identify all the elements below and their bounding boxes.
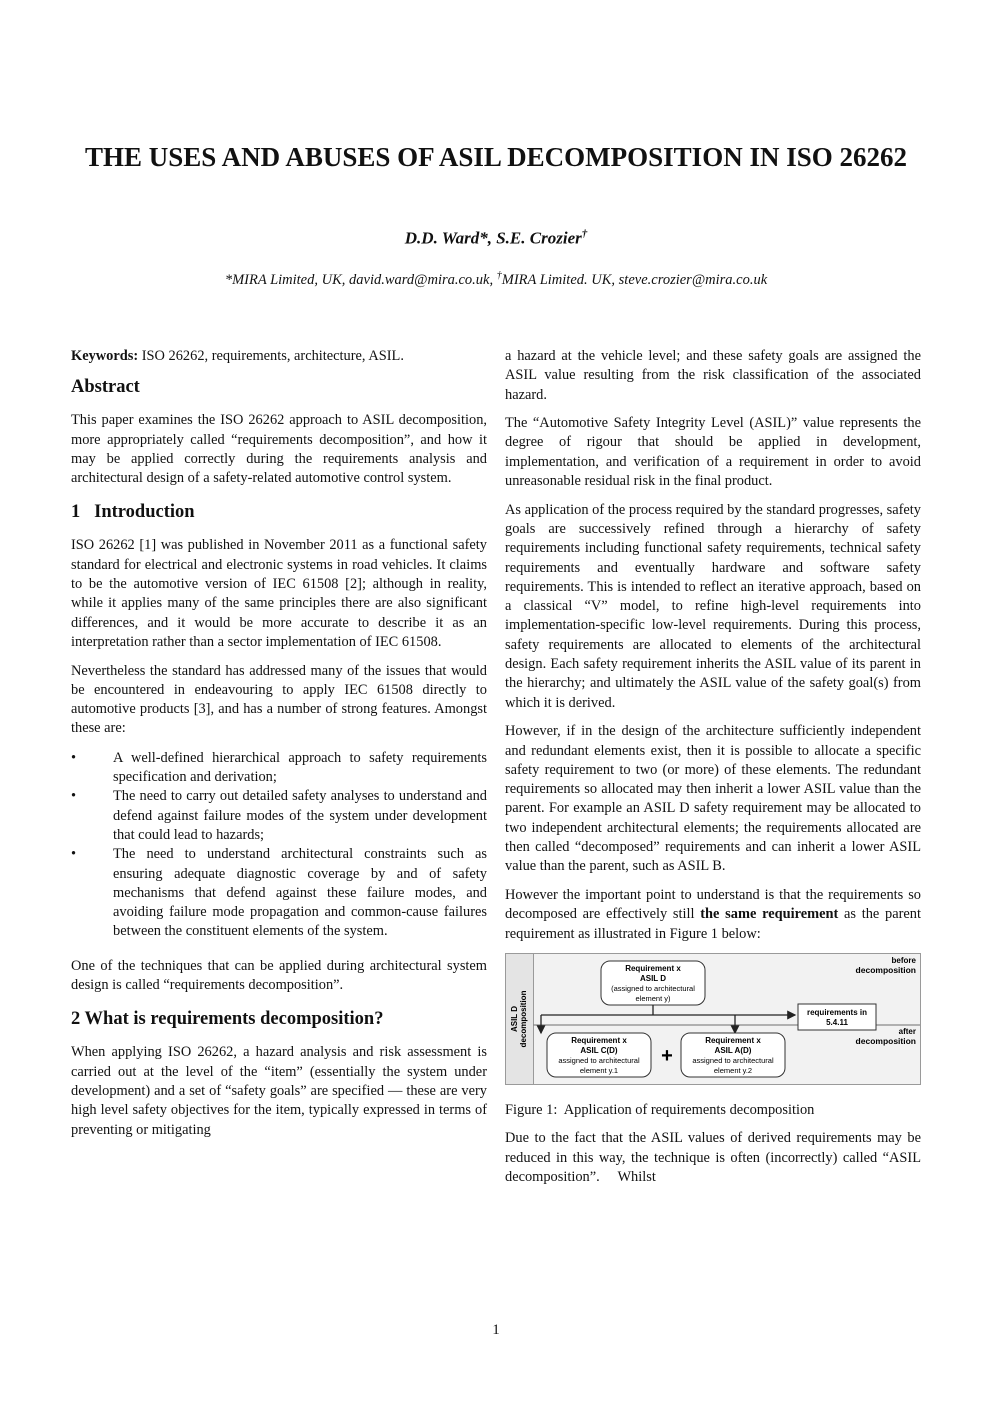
abstract-heading: Abstract (71, 377, 140, 398)
intro-paragraph-3: One of the techniques that can be applied during architectural system design is called “requirements decomposition”. (71, 957, 487, 994)
p5-bold: the same requirement (700, 906, 839, 923)
right-paragraph-3: As application of the process required by the standard progresses, safety goals are successively refined through a hierarchy of safety requirements including functional safety requirements, technical safety requirements and eventually hardware and software safety requirements. This is intended to reflect an iterative approach, based on a classical “V” model, to refine high-level requirements into implementation-specific low-level requirements. During this process, safety requirements are allocated to elements of the architectural design. Each safety requirement inherits the ASIL value of its parent in the hierarchy; and ultimately the ASIL value of the safety goal(s) from which it is derived. (505, 501, 922, 711)
affiliation-2: MIRA Limited. UK, steve.crozier@mira.co.uk (501, 271, 768, 288)
keywords-text: ISO 26262, requirements, architecture, ASIL. (138, 348, 404, 364)
list-item (71, 845, 487, 941)
figure-caption: Figure 1: Application of requirements decomposition (505, 1102, 815, 1119)
paper-affiliations (0, 270, 992, 289)
after-label-1: after (898, 1027, 916, 1037)
top-box-line-4: element y) (635, 994, 671, 1004)
side-label-1: ASIL D (510, 1006, 519, 1033)
bullet: • (71, 846, 77, 863)
authors-text: D.D. Ward*, S.E. Crozier (404, 228, 582, 248)
list-item-text: A well-defined hierarchical approach to safety requirements specification and derivation; (113, 749, 487, 786)
rb-box-line-1: Requirement x (705, 1036, 761, 1046)
decomposition-diagram (505, 953, 921, 1085)
right-box-line-2: 5.4.11 (826, 1018, 848, 1028)
list-item-text: The need to understand architectural constraints such as ensuring adequate diagnostic coverage by and of safety mechanisms that defend against these failure modes, and avoiding failure mode propagation and common-cause failures between the constituent elements of the system. (113, 846, 487, 940)
top-box-line-1: Requirement x (625, 964, 681, 974)
paper-authors (0, 228, 992, 249)
right-column (505, 347, 925, 1197)
intro-paragraph-1: ISO 26262 [1] was published in November 2011 as a functional safety standard for electrical and electronic systems in road vehicles. It claims to be the automotive version of IEC 61508 [2]; although in reality, while it applies many of the same principles there are also significant differences, and it would be more accurate to describe it as an interpretation rather than a sector implementation of IEC 61508. (71, 537, 487, 650)
keywords (71, 347, 487, 366)
affiliation-1: *MIRA Limited, UK, david.ward@mira.co.uk, (224, 271, 497, 288)
right-paragraph-1: a hazard at the vehicle level; and these safety goals are assigned the ASIL value resulting from the risk classification of the associated hazard. (505, 348, 921, 403)
figure-1 (505, 953, 921, 1085)
features-list (71, 749, 487, 942)
section2-heading: 2 What is requirements decomposition? (71, 1009, 384, 1030)
before-label-1: before (891, 956, 916, 966)
rb-box-line-4: element y.2 (713, 1066, 753, 1076)
bullet: • (71, 788, 77, 805)
top-box-line-2: ASIL D (639, 974, 667, 984)
right-box-line-1: requirements in (806, 1008, 868, 1018)
page-number: 1 (492, 1322, 500, 1338)
before-label-2: decomposition (855, 965, 916, 976)
plus-sign: + (661, 1045, 673, 1068)
right-paragraph-4: However, if in the design of the architecture sufficiently independent and redundant elements exist, then it is possible to allocate a specific safety requirement to two (or more) of these elements. The redundant requirements so allocated may then inherit a lower ASIL value than the parent. For example an ASIL D safety requirement may be allocated to two independent architectural elements; the requirements allocated are then called “decomposed” requirements and can inherit a lower ASIL value than the parent, such as ASIL B. (505, 723, 921, 875)
left-column (71, 347, 487, 1149)
rb-box-line-3: assigned to architectural (692, 1056, 774, 1066)
intro-paragraph-2: Nevertheless the standard has addressed many of the issues that would be encountered in endeavouring to apply IEC 61508 directly to automotive products [3], and has a number of strong features. Amongst these are: (71, 662, 487, 737)
left-box-line-4: element y.1 (579, 1066, 619, 1076)
p5-text-a: However the important point to understand is that the requirements so decomposed are effectively still (505, 886, 921, 923)
top-box-line-3: (assigned to architectural (611, 984, 695, 994)
left-box-line-2: ASIL C(D) (580, 1046, 618, 1056)
rb-box-line-2: ASIL A(D) (714, 1046, 752, 1056)
right-paragraph-2: The “Automotive Safety Integrity Level (ASIL)” value represents the degree of rigour that should be applied in development, implementation, and verification of a requirement in order to avoid unreasonable residual risk in the final product. (505, 415, 921, 490)
abstract-text: This paper examines the ISO 26262 approach to ASIL decomposition, more appropriately called “requirements decomposition”, and how it may be applied correctly during the requirements analysis and architectural design of a safety-related automotive control system. (71, 412, 487, 487)
list-item (71, 787, 487, 845)
section2-paragraph-1: When applying ISO 26262, a hazard analysis and risk assessment is carried out at the level of the “item” (essentially the system under development) and a set of “safety goals” are specified — these are very high level safety objectives for the item, typically expressed in terms of preventing or mitigating (71, 1044, 487, 1138)
right-paragraph-6: Due to the fact that the ASIL values of derived requirements may be reduced in this way, the technique is often (incorrectly) called “ASIL decomposition”. Whilst (505, 1130, 925, 1185)
affiliation-dagger: † (496, 270, 502, 281)
keywords-label: Keywords: (71, 348, 139, 364)
left-box-line-1: Requirement x (571, 1036, 627, 1046)
list-item-text: The need to carry out detailed safety analyses to understand and defend against failure modes of the system under development that could lead to hazards; (113, 788, 487, 843)
author-dagger: † (581, 228, 588, 240)
after-label-2: decomposition (855, 1036, 916, 1047)
right-paragraph-5 (505, 886, 921, 944)
intro-heading: 1 Introduction (71, 502, 195, 523)
side-label-2: decomposition (519, 990, 528, 1048)
list-item (71, 749, 487, 788)
paper-title: THE USES AND ABUSES OF ASIL DECOMPOSITION IN ISO 26262 (85, 142, 907, 172)
bullet: • (71, 749, 77, 766)
left-box-line-3: assigned to architectural (558, 1056, 640, 1066)
p5-text-b: as the parent requirement as illustrated in Figure 1 below: (505, 906, 921, 942)
